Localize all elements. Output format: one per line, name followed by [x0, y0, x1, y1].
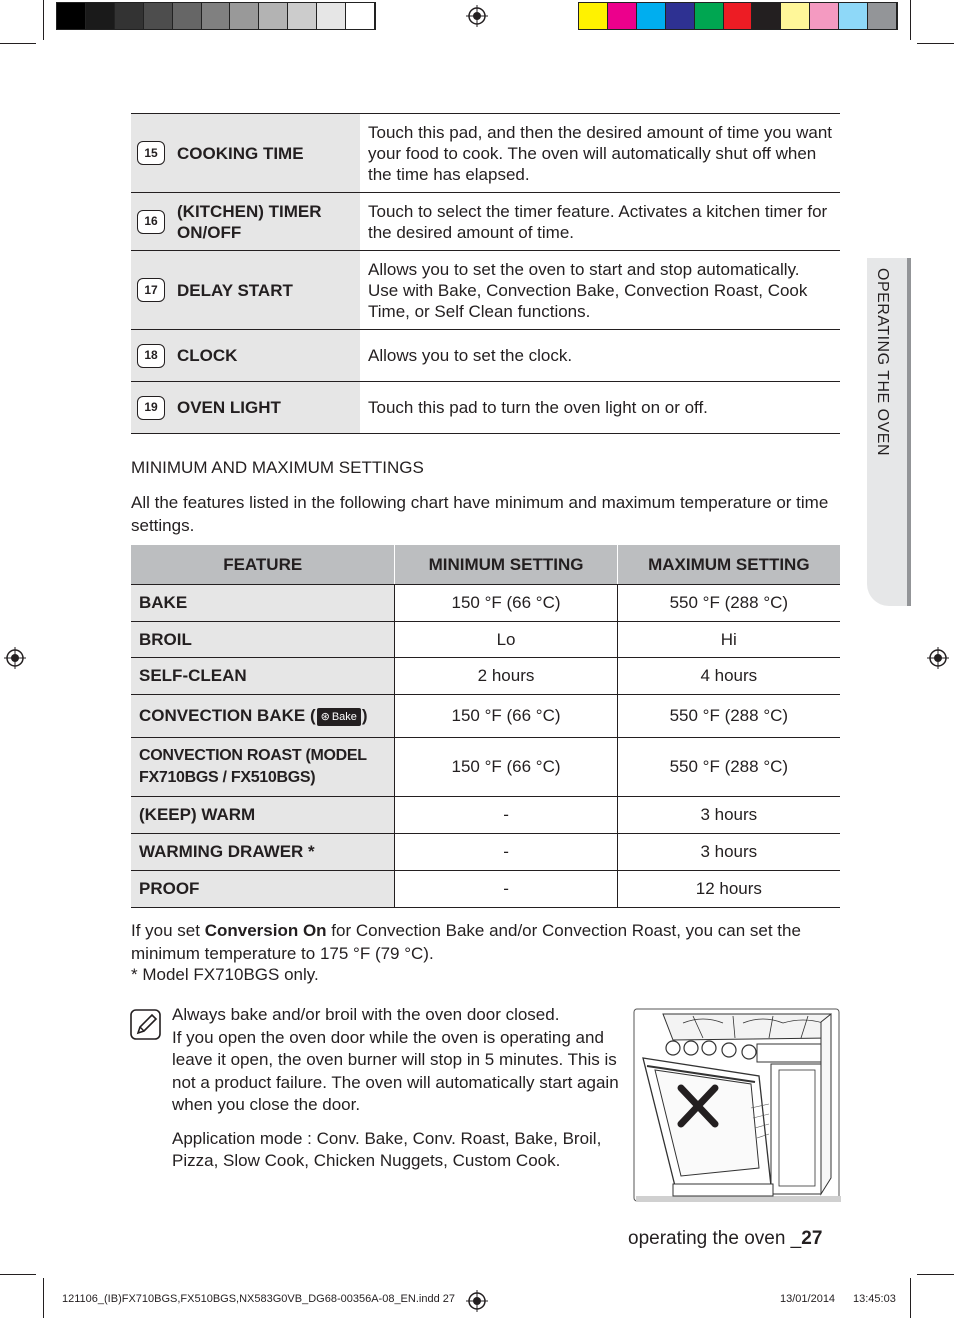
- note-line-1: Always bake and/or broil with the oven door closed.: [172, 1005, 560, 1024]
- control-number-badge: 15: [137, 141, 165, 165]
- column-header-feature: FEATURE: [131, 545, 395, 585]
- conversion-bold: Conversion On: [204, 921, 327, 940]
- control-name: (KITCHEN) TIMER ON/OFF: [177, 201, 322, 242]
- section-heading: MINIMUM AND MAXIMUM SETTINGS: [131, 458, 424, 477]
- gray-swatch: [57, 3, 86, 29]
- color-swatch: [579, 3, 608, 29]
- gray-swatch: [202, 3, 231, 29]
- control-number-badge: 18: [137, 344, 165, 368]
- page-number: 27: [801, 1228, 823, 1249]
- note-paragraph: If you open the oven door while the oven is operating and leave it open, the oven burner will stop in 5 minutes. This is not a product failure. The oven will automatically start again when you close the door.: [172, 1027, 619, 1114]
- grayscale-bar: [56, 2, 376, 30]
- side-tab-label: OPERATING THE OVEN: [874, 268, 891, 456]
- max-cell: 550 °F (288 °C): [617, 738, 840, 797]
- max-cell: 3 hours: [617, 797, 840, 834]
- crop-mark: [910, 1278, 911, 1318]
- section-intro: All the features listed in the following chart have minimum and maximum temperature or time settings.: [131, 493, 829, 535]
- min-cell: -: [395, 797, 617, 834]
- table-row: [131, 251, 840, 330]
- table-row: [131, 622, 840, 658]
- min-cell: 150 °F (66 °C): [395, 695, 617, 738]
- registration-mark-icon: [4, 647, 26, 669]
- color-swatch: [839, 3, 868, 29]
- crop-mark: [910, 0, 911, 40]
- note-pencil-icon: [130, 1009, 161, 1040]
- model-note: * Model FX710BGS only.: [131, 965, 319, 984]
- table-row: [131, 797, 840, 834]
- color-swatch: [637, 3, 666, 29]
- control-name: DELAY START: [177, 280, 293, 300]
- control-name: CLOCK: [177, 346, 238, 365]
- table-row: [131, 585, 840, 622]
- gray-swatch: [173, 3, 202, 29]
- note-text: [172, 1004, 627, 1173]
- table-row: [131, 114, 840, 193]
- file-info: 121106_(IB)FX710BGS,FX510BGS,NX583G0VB_DG68-00356A-08_EN.indd 27: [62, 1293, 455, 1305]
- conversion-prefix: If you set: [131, 921, 205, 940]
- conversion-suffix: for Convection Bake and/or Convection Roast, you can set the minimum temperature to 175 °F (79 °C).: [131, 921, 801, 963]
- table-row: [131, 834, 840, 871]
- control-number-badge: 19: [137, 396, 165, 420]
- feature-cell: BAKE: [131, 585, 395, 622]
- color-swatch: [608, 3, 637, 29]
- color-bar: [578, 2, 898, 30]
- bake-icon-label: Bake: [331, 710, 357, 723]
- feature-text: CONVECTION BAKE (: [139, 706, 316, 725]
- gray-swatch: [259, 3, 288, 29]
- crop-mark: [917, 1274, 954, 1275]
- min-cell: -: [395, 834, 617, 871]
- page-label: operating the oven _: [628, 1228, 802, 1249]
- color-swatch: [752, 3, 781, 29]
- min-cell: 2 hours: [395, 658, 617, 695]
- column-header-minimum: MINIMUM SETTING: [395, 545, 617, 585]
- feature-cell: (KEEP) WARM: [131, 797, 395, 834]
- max-cell: 3 hours: [617, 834, 840, 871]
- max-cell: 550 °F (288 °C): [617, 695, 840, 738]
- min-cell: -: [395, 871, 617, 908]
- max-cell: 550 °F (288 °C): [617, 585, 840, 622]
- registration-mark-icon: [927, 647, 949, 669]
- feature-cell: SELF-CLEAN: [131, 658, 395, 695]
- print-date: 13/01/2014: [780, 1293, 836, 1305]
- min-cell: 150 °F (66 °C): [395, 738, 617, 797]
- min-cell: 150 °F (66 °C): [395, 585, 617, 622]
- control-pad-table: [131, 113, 840, 434]
- table-row: [131, 871, 840, 908]
- control-description: Touch this pad, and then the desired amount of time you want your food to cook. The oven will automatically shut off when the time has elapsed.: [360, 114, 840, 193]
- control-name: COOKING TIME: [177, 143, 304, 163]
- gray-swatch: [115, 3, 144, 29]
- feature-cell: PROOF: [131, 871, 395, 908]
- control-description: Touch this pad to turn the oven light on or off.: [360, 382, 840, 434]
- control-name: OVEN LIGHT: [177, 398, 281, 417]
- crop-mark: [0, 1274, 36, 1275]
- control-number-badge: 16: [137, 210, 165, 234]
- feature-cell: WARMING DRAWER *: [131, 834, 395, 871]
- color-swatch: [781, 3, 810, 29]
- control-description: Allows you to set the clock.: [360, 330, 840, 382]
- application-mode-text: Application mode : Conv. Bake, Conv. Roast, Bake, Broil, Pizza, Slow Cook, Chicken Nuggets, Custom Cook.: [172, 1128, 602, 1170]
- control-description: Allows you to set the oven to start and stop automatically. Use with Bake, Convection Bake, Convection Roast, Cook Time, or Self Clean functions.: [360, 251, 840, 330]
- crop-mark: [43, 0, 44, 40]
- max-cell: 12 hours: [617, 871, 840, 908]
- feature-cell: [131, 695, 395, 738]
- fan-icon: ⊛: [320, 711, 330, 724]
- column-header-maximum: MAXIMUM SETTING: [617, 545, 840, 585]
- table-row: [131, 738, 840, 797]
- crop-mark: [43, 1278, 44, 1318]
- registration-mark-icon: [466, 5, 488, 27]
- color-swatch: [724, 3, 753, 29]
- color-swatch: [868, 3, 897, 29]
- feature-cell: CONVECTION ROAST (MODEL FX710BGS / FX510BGS): [131, 738, 395, 797]
- gray-swatch: [230, 3, 259, 29]
- max-cell: Hi: [617, 622, 840, 658]
- color-swatch: [695, 3, 724, 29]
- feature-cell: BROIL: [131, 622, 395, 658]
- print-time: 13:45:03: [853, 1293, 896, 1305]
- page-footer-label: [628, 1228, 822, 1250]
- gray-swatch: [317, 3, 346, 29]
- color-swatch: [810, 3, 839, 29]
- conversion-note: [131, 919, 843, 965]
- table-header-row: [131, 545, 840, 585]
- feature-text-suffix: ): [361, 706, 368, 725]
- table-row: [131, 658, 840, 695]
- gray-swatch: [144, 3, 173, 29]
- crop-mark: [0, 43, 36, 44]
- settings-table: [131, 545, 840, 908]
- table-row: [131, 695, 840, 738]
- gray-swatch: [86, 3, 115, 29]
- control-description: Touch to select the timer feature. Activates a kitchen timer for the desired amount of time.: [360, 193, 840, 251]
- min-cell: Lo: [395, 622, 617, 658]
- table-row: [131, 193, 840, 251]
- convection-bake-icon: [317, 708, 361, 726]
- control-number-badge: 17: [137, 278, 165, 302]
- gray-swatch: [288, 3, 317, 29]
- table-row: [131, 330, 840, 382]
- gray-swatch: [346, 3, 375, 29]
- table-row: [131, 382, 840, 434]
- color-swatch: [666, 3, 695, 29]
- max-cell: 4 hours: [617, 658, 840, 695]
- crop-mark: [917, 43, 954, 44]
- registration-mark-icon: [466, 1290, 488, 1312]
- oven-door-open-illustration: [633, 1008, 841, 1203]
